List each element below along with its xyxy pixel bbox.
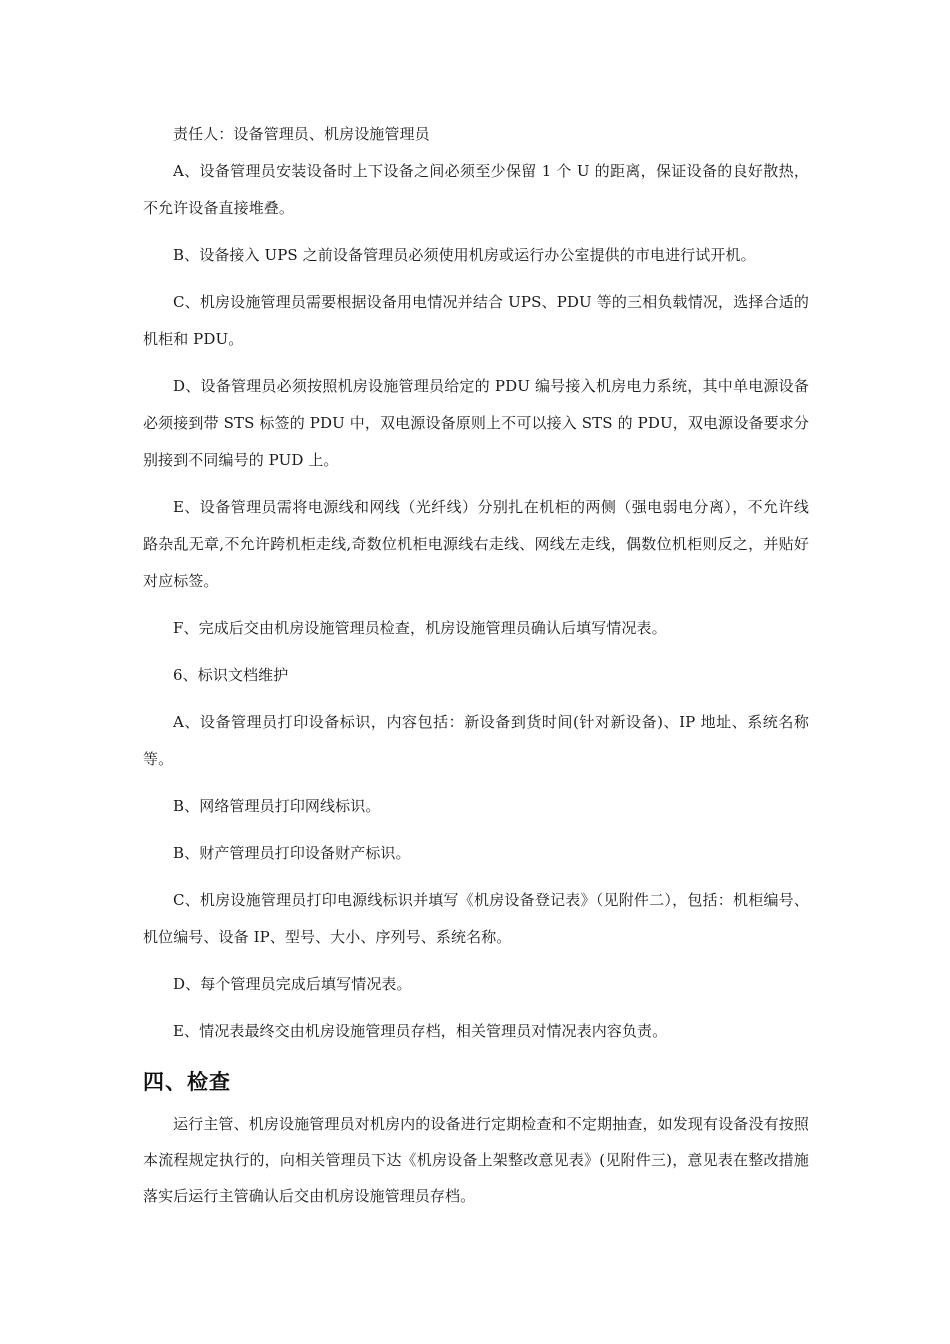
paragraph-inspection: 运行主管、机房设施管理员对机房内的设备进行定期检查和不定期抽查，如发现有设备没有按照本流程规定执行的，向相关管理员下达《机房设备上架整改意见表》(见附件三)，意见表在整改措施落实后运行主管确认后交由机房设施管理员存档。 <box>143 1115 809 1205</box>
paragraph-d-pdu: D、设备管理员必须按照机房设施管理员给定的 PDU 编号接入机房电力系统，其中单电源设备必须接到带 STS 标签的 PDU 中，双电源设备原则上不可以接入 STS 的 PDU，双电源设备要求分别接到不同编号的 PUD 上。 <box>143 377 809 469</box>
paragraph-c-cabinet: C、机房设施管理员需要根据设备用电情况并结合 UPS、PDU 等的三相负载情况，选择合适的机柜和 PDU。 <box>143 293 809 348</box>
paragraph-f-check: F、完成后交由机房设施管理员检查，机房设施管理员确认后填写情况表。 <box>173 619 667 637</box>
paragraph-e-cabling: E、设备管理员需将电源线和网线（光纤线）分别扎在机柜的两侧（强电弱电分离），不允许线路杂乱无章,不允许跨机柜走线,奇数位机柜电源线右走线、网线左走线，偶数位机柜则反之，并贴好对应标签。 <box>143 498 809 590</box>
paragraph-a-device-label: A、设备管理员打印设备标识，内容包括：新设备到货时间(针对新设备)、IP 地址、系统名称等。 <box>143 713 809 768</box>
paragraph-a-install: A、设备管理员安装设备时上下设备之间必须至少保留 1 个 U 的距离，保证设备的良好散热，不允许设备直接堆叠。 <box>143 162 809 217</box>
paragraph-b-asset-label: B、财产管理员打印设备财产标识。 <box>173 844 411 862</box>
paragraph-b-network-label: B、网络管理员打印网线标识。 <box>173 797 381 815</box>
subsection-title-labels: 6、标识文档维护 <box>173 666 289 684</box>
section-heading-inspection: 四、检查 <box>143 1069 231 1094</box>
paragraph-c-power-label: C、机房设施管理员打印电源线标识并填写《机房设备登记表》（见附件二），包括：机柜编号、机位编号、设备 IP、型号、大小、序列号、系统名称。 <box>143 891 809 946</box>
document-body <box>143 116 809 1224</box>
paragraph-d-fill-form: D、每个管理员完成后填写情况表。 <box>173 975 412 993</box>
paragraph-b-ups: B、设备接入 UPS 之前设备管理员必须使用机房或运行办公室提供的市电进行试开机。 <box>173 246 756 264</box>
responsible-person-line: 责任人：设备管理员、机房设施管理员 <box>173 125 430 143</box>
inspection-section <box>143 1106 809 1214</box>
paragraph-e-archive: E、情况表最终交由机房设施管理员存档，相关管理员对情况表内容负责。 <box>173 1022 668 1040</box>
